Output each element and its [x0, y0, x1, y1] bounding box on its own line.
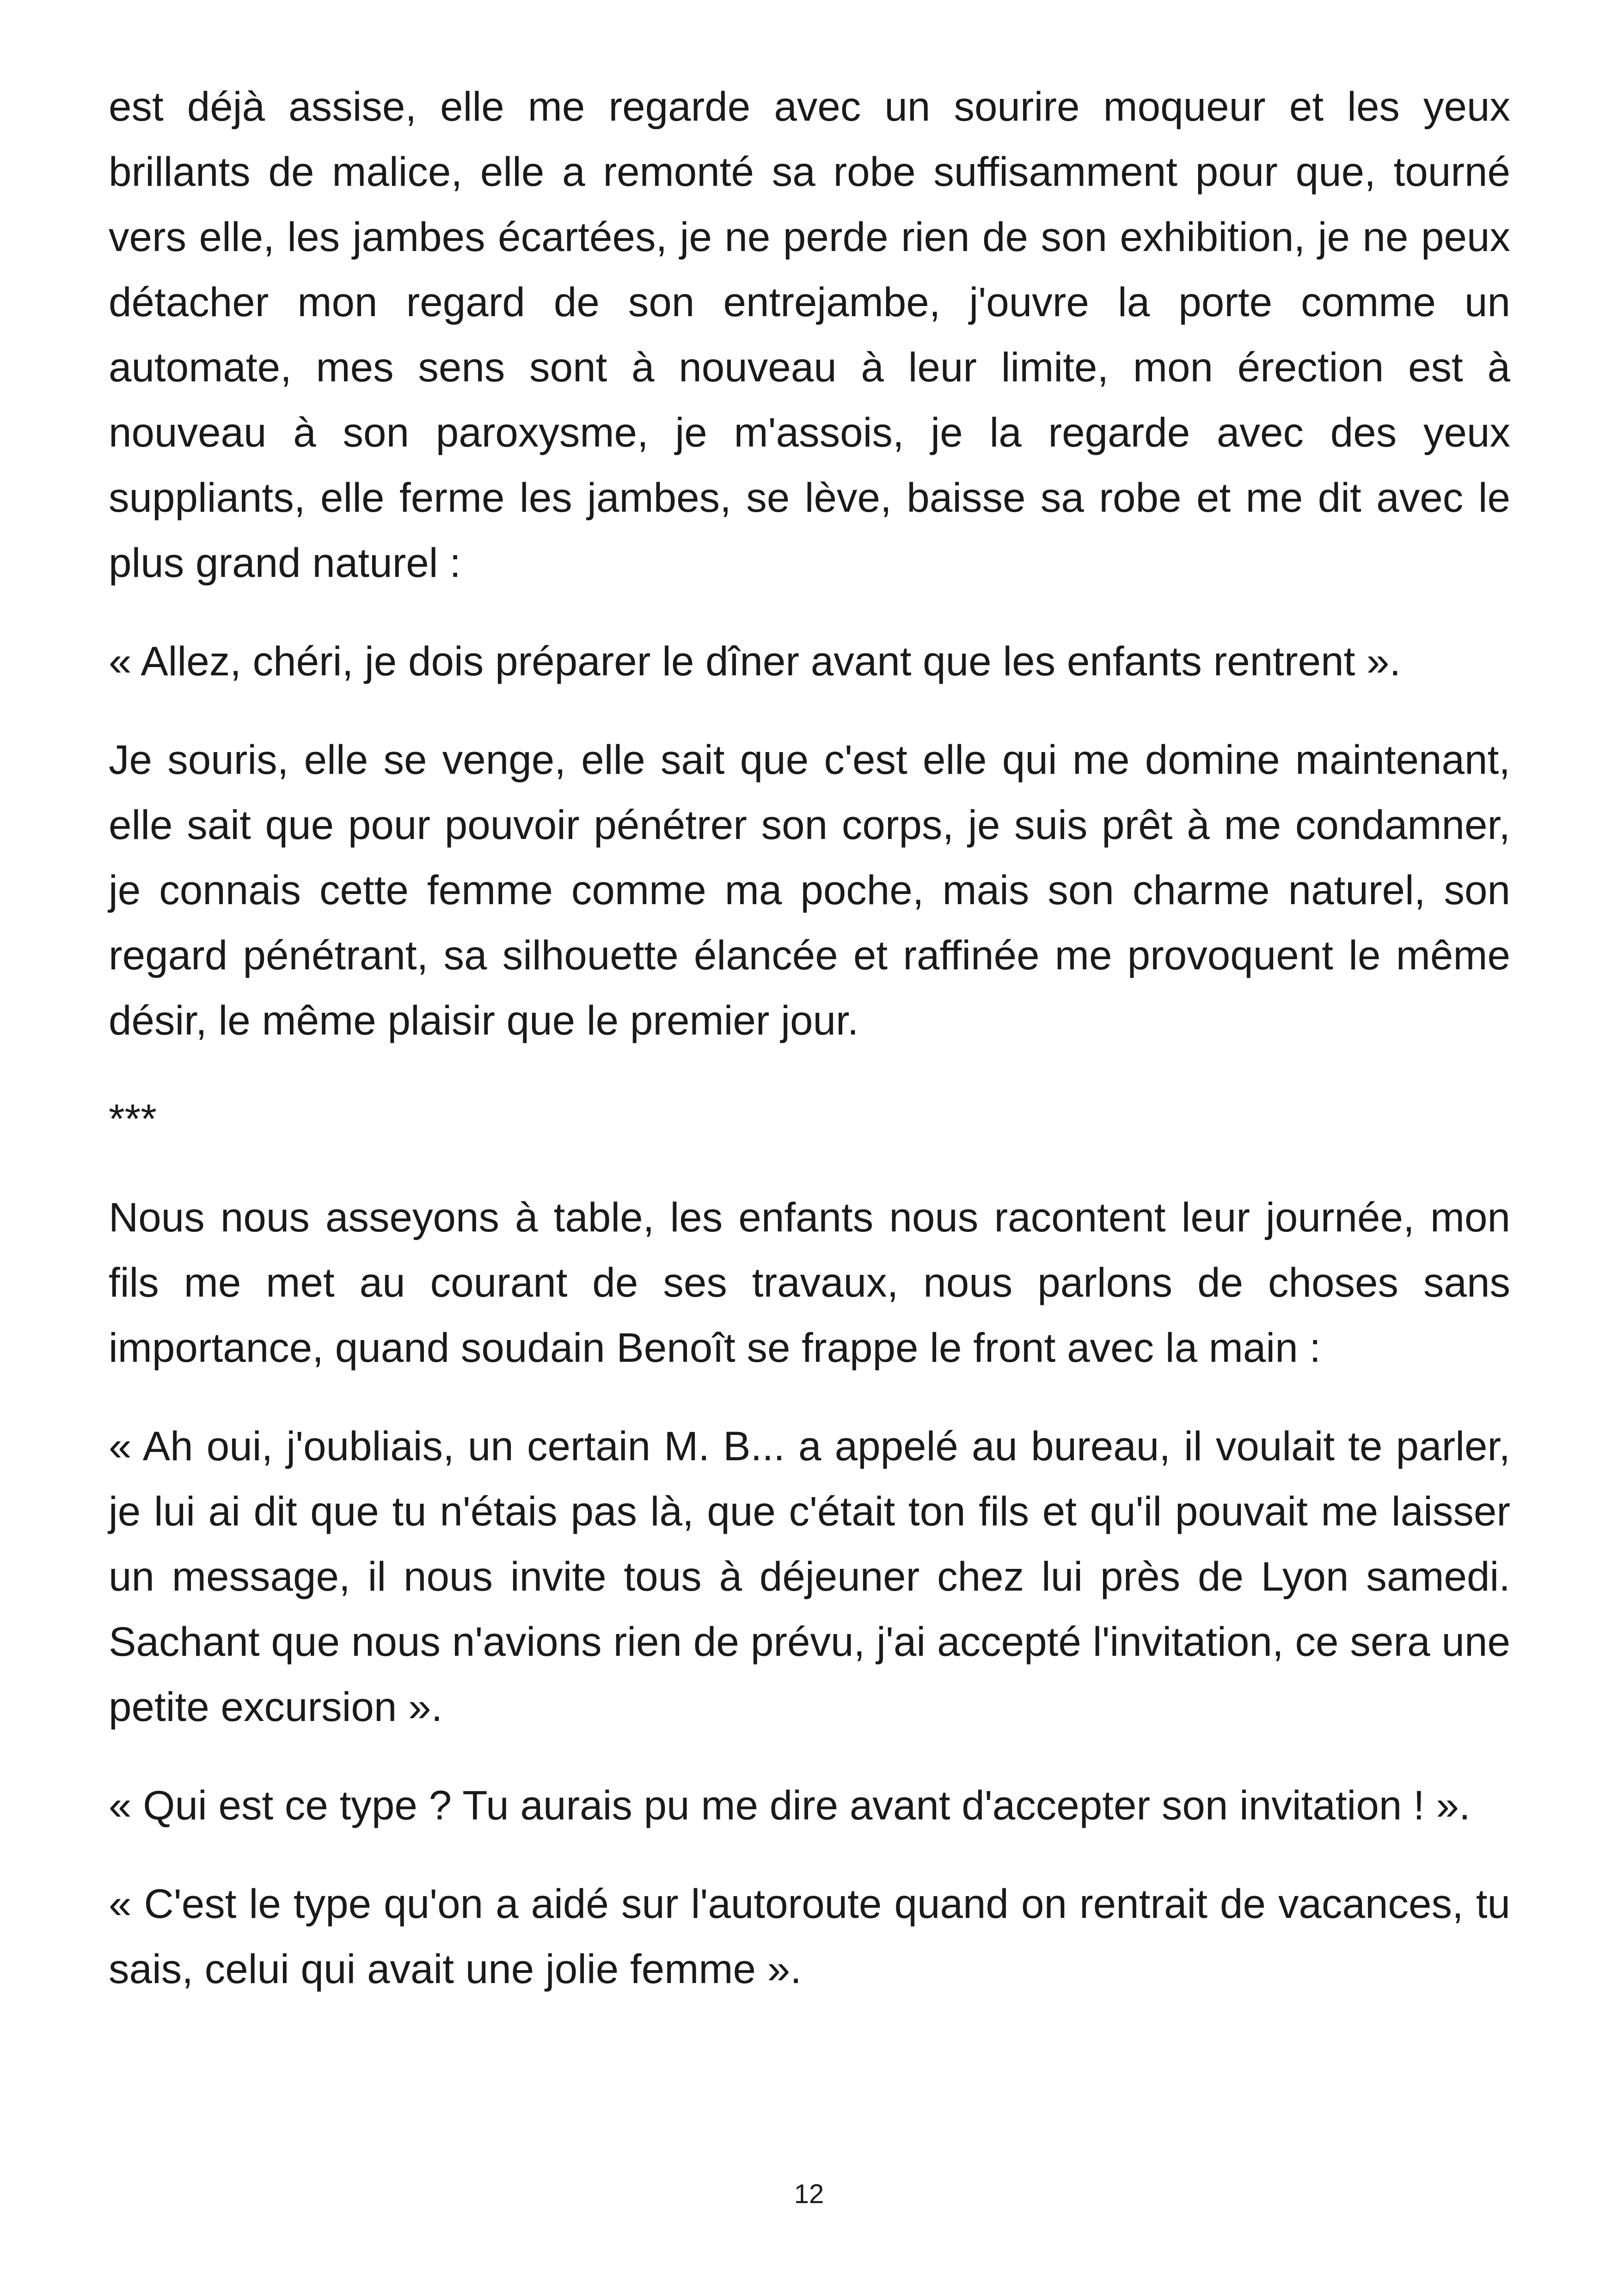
paragraph: Je souris, elle se venge, elle sait que c'est elle qui me domine maintenant, elle sait que pour pouvoir pénétrer son corps, je suis prêt à me condamner, je connais cette femme comme ma poche, mais son charme naturel, son regard pénétrant, sa silhouette élancée et raffinée me provoquent le même désir, le même plaisir que le premier jour.: [109, 736, 1510, 1043]
section-break: ***: [109, 1096, 157, 1142]
page-number: 12: [794, 2179, 824, 2209]
paragraph: « Ah oui, j'oubliais, un certain M. B... a appelé au bureau, il voulait te parler, je lui ai dit que tu n'étais pas là, que c'était ton fils et qu'il pouvait me laisser un message, il nous invite tous à déjeuner chez lui près de Lyon samedi. Sachant que nous n'avions rien de prévu, j'ai accepté l'invitation, ce sera une petite excursion ».: [109, 1423, 1510, 1730]
paragraph: est déjà assise, elle me regarde avec un sourire moqueur et les yeux brillants de malice, elle a remonté sa robe suffisamment pour que, tourné vers elle, les jambes écartées, je ne perde rien de son exhibition, je ne peux détacher mon regard de son entrejambe, j'ouvre la porte comme un automate, mes sens sont à nouveau à leur limite, mon érection est à nouveau à son paroxysme, je m'assois, je la regarde avec des yeux suppliants, elle ferme les jambes, se lève, baisse sa robe et me dit avec le plus grand naturel :: [109, 83, 1510, 586]
page-body: [109, 74, 1510, 2002]
paragraph: « C'est le type qu'on a aidé sur l'autoroute quand on rentrait de vacances, tu sais, celui qui avait une jolie femme ».: [109, 1880, 1510, 1992]
paragraph: « Allez, chéri, je dois préparer le dîner avant que les enfants rentrent ».: [109, 638, 1401, 684]
paragraph: « Qui est ce type ? Tu aurais pu me dire avant d'accepter son invitation ! ».: [109, 1782, 1471, 1828]
paragraph: Nous nous asseyons à table, les enfants nous racontent leur journée, mon fils me met au courant de ses travaux, nous parlons de choses sans importance, quand soudain Benoît se frappe le front avec la main :: [109, 1194, 1510, 1371]
